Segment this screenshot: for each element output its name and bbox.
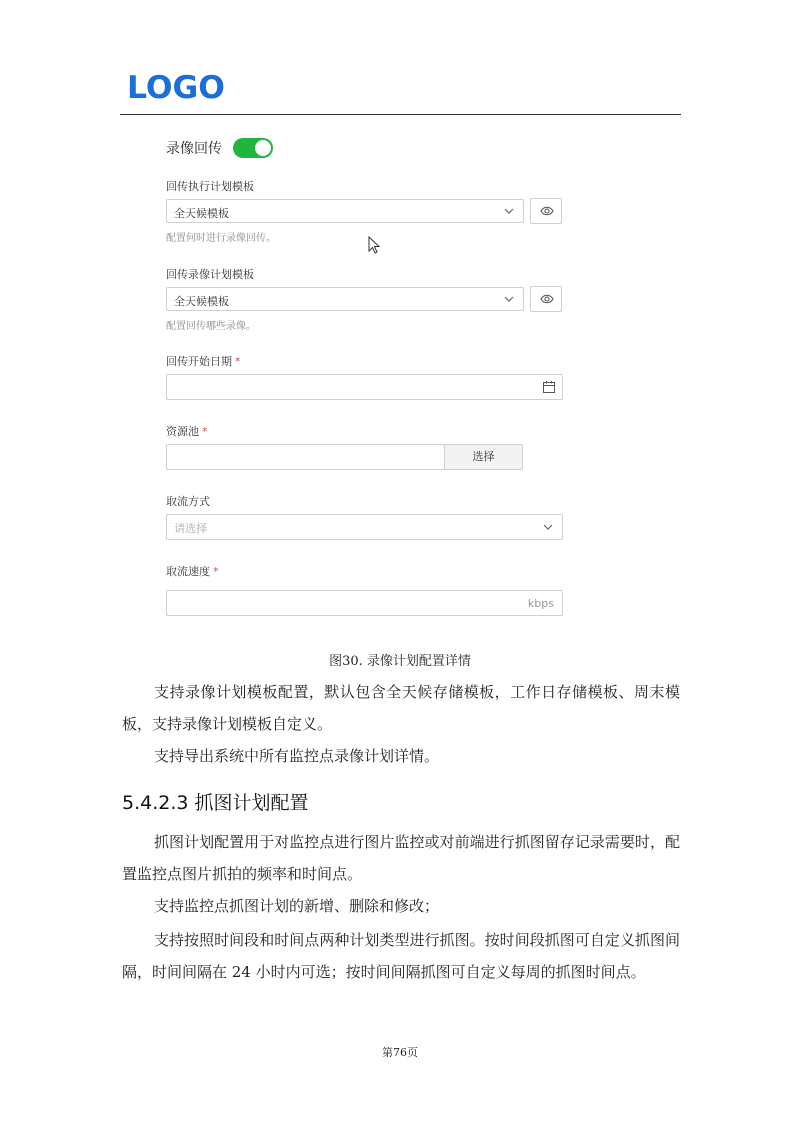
exec-template-value: 全天候模板 (174, 207, 229, 220)
exec-template-hint: 配置何时进行录像回传。 (166, 233, 276, 244)
mouse-cursor-icon (368, 236, 380, 254)
record-template-preview-button[interactable] (530, 286, 562, 312)
exec-template-label: 回传执行计划模板 (166, 180, 254, 193)
calendar-icon (543, 381, 555, 393)
replay-toggle[interactable] (233, 138, 273, 158)
record-template-label: 回传录像计划模板 (166, 268, 254, 281)
page-number: 第76页 (382, 1046, 418, 1059)
figure-caption: 图30. 录像计划配置详情 (329, 654, 471, 669)
paragraph: 支持导出系统中所有监控点录像计划详情。 (154, 747, 440, 765)
start-date-label-text: 回传开始日期 (166, 355, 232, 368)
section-heading: 5.4.2.3 抓图计划配置 (122, 792, 309, 814)
record-template-select[interactable] (166, 287, 524, 311)
required-mark: * (235, 355, 241, 368)
eye-icon (540, 206, 554, 216)
logo (127, 72, 227, 102)
stream-mode-select[interactable] (166, 514, 563, 540)
chevron-down-icon (503, 205, 515, 217)
resource-pool-input[interactable] (166, 444, 445, 470)
chevron-down-icon (503, 293, 515, 305)
record-template-hint: 配置回传哪些录像。 (166, 321, 256, 332)
stream-speed-label-text: 取流速度 (166, 565, 210, 578)
eye-icon (540, 294, 554, 304)
exec-template-preview-button[interactable] (530, 198, 562, 224)
resource-pool-select-button[interactable]: 选择 (444, 444, 523, 470)
stream-speed-label (166, 563, 219, 579)
replay-toggle-label: 录像回传 (166, 141, 222, 157)
start-date-input[interactable] (166, 374, 563, 400)
start-date-label (166, 353, 241, 369)
replay-toggle-row (166, 138, 273, 158)
record-template-value: 全天候模板 (174, 295, 229, 308)
stream-mode-placeholder: 请选择 (174, 522, 207, 535)
stream-mode-label: 取流方式 (166, 495, 210, 508)
stream-speed-input[interactable] (166, 590, 563, 616)
paragraph: 支持监控点抓图计划的新增、删除和修改； (154, 897, 440, 915)
paragraph: 抓图计划配置用于对监控点进行图片监控或对前端进行抓图留存记录需要时，配置监控点图片抓拍的频率和时间点。 (122, 833, 680, 883)
paragraph: 支持按照时间段和时间点两种计划类型进行抓图。按时间段抓图可自定义抓图间隔，时间间隔在 24 小时内可选；按时间间隔抓图可自定义每周的抓图时间点。 (122, 931, 680, 981)
header-divider (120, 114, 681, 115)
stream-speed-unit: kbps (527, 597, 554, 610)
required-mark: * (213, 565, 219, 578)
logo-text: LOGO (127, 72, 225, 102)
resource-pool-label (166, 423, 208, 439)
exec-template-select[interactable] (166, 199, 524, 223)
chevron-down-icon (542, 521, 554, 533)
required-mark: * (202, 425, 208, 438)
resource-pool-label-text: 资源池 (166, 425, 199, 438)
paragraph: 支持录像计划模板配置，默认包含全天候存储模板，工作日存储模板、周末模板，支持录像计划模板自定义。 (122, 683, 680, 733)
toggle-knob (255, 140, 271, 156)
